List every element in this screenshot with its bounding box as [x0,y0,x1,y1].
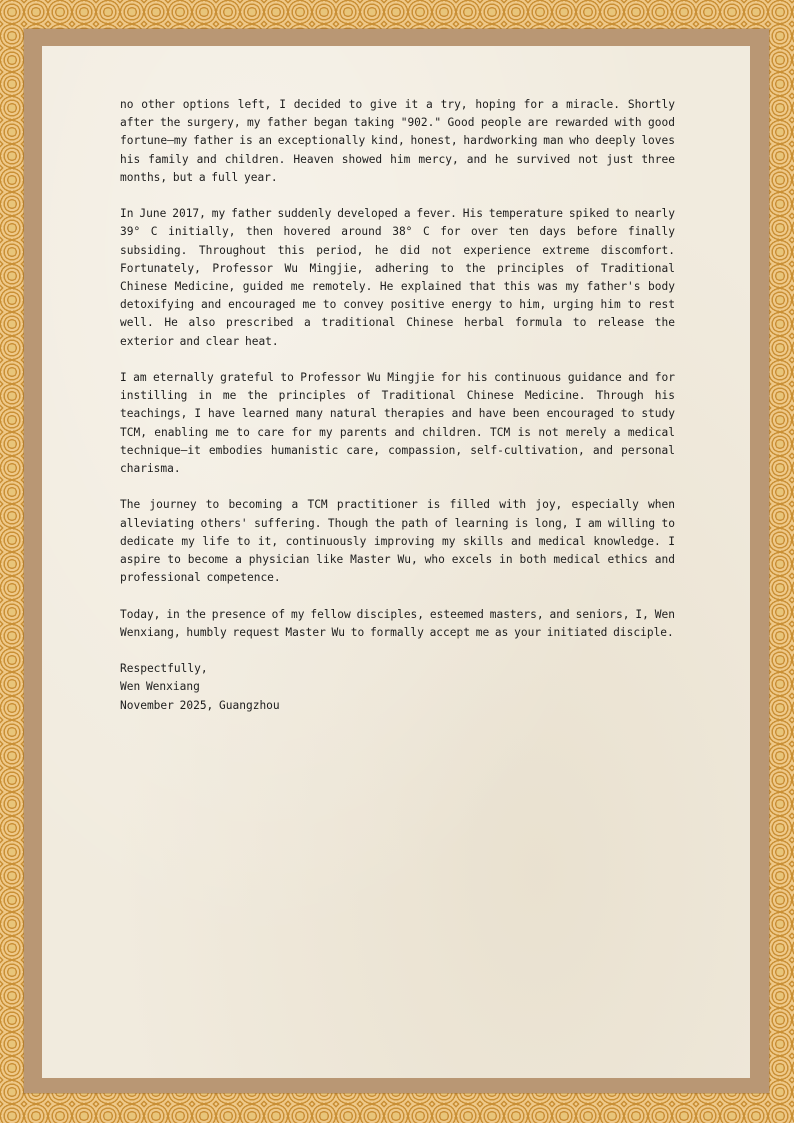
closing-salutation: Respectfully, [120,662,208,676]
signature-name: Wen Wenxiang [120,680,200,694]
paragraph-gratitude: I am eternally grateful to Professor Wu Mingjie for his continuous guidance and for instilling in me the principles of Traditional Chinese Medicine. Through his teachings, I have learned many natural therapies and have been encouraged to study TCM, enabling me to care for my parents and children. TCM is not merely a medical technique—it embodies humanistic care, compassion, self-cultivation, and personal charisma. [120,371,675,476]
paragraph-surgery: no other options left, I decided to give it a try, hoping for a miracle. Shortly after the surgery, my father began taking "902." Good people are rewarded with good fortune—my father is an exceptionally kind, honest, hardworking man who deeply loves his family and children. Heaven showed him mercy, and he survived not just three months, but a full year. [120,98,675,184]
closing-block [120,660,675,715]
paragraph-journey: The journey to becoming a TCM practitioner is filled with joy, especially when alleviating others' suffering. Though the path of learning is long, I am willing to dedicate my life to it, continuously improving my skills and medical knowledge. I aspire to become a physician like Master Wu, who excels in both medical ethics and professional competence. [120,498,675,585]
letter-body [120,96,675,715]
date-place: November 2025, Guangzhou [120,698,280,712]
paragraph-fever: In June 2017, my father suddenly developed a fever. His temperature spiked to nearly 39° C initially, then hovered around 38° C for over ten days before finally subsiding. Throughout this period, he did not experience extreme discomfort. Fortunately, Professor Wu Mingjie, adhering to the principles of Traditional Chinese Medicine, guided me remotely. He explained that this was my father's body detoxifying and encouraged me to convey positive energy to him, urging him to rest well. He also prescribed a traditional Chinese herbal formula to release the exterior and clear heat. [120,207,675,348]
paragraph-request: Today, in the presence of my fellow disciples, esteemed masters, and seniors, I, Wen Wenxiang, humbly request Master Wu to formally accept me as your initiated disciple. [120,607,675,639]
